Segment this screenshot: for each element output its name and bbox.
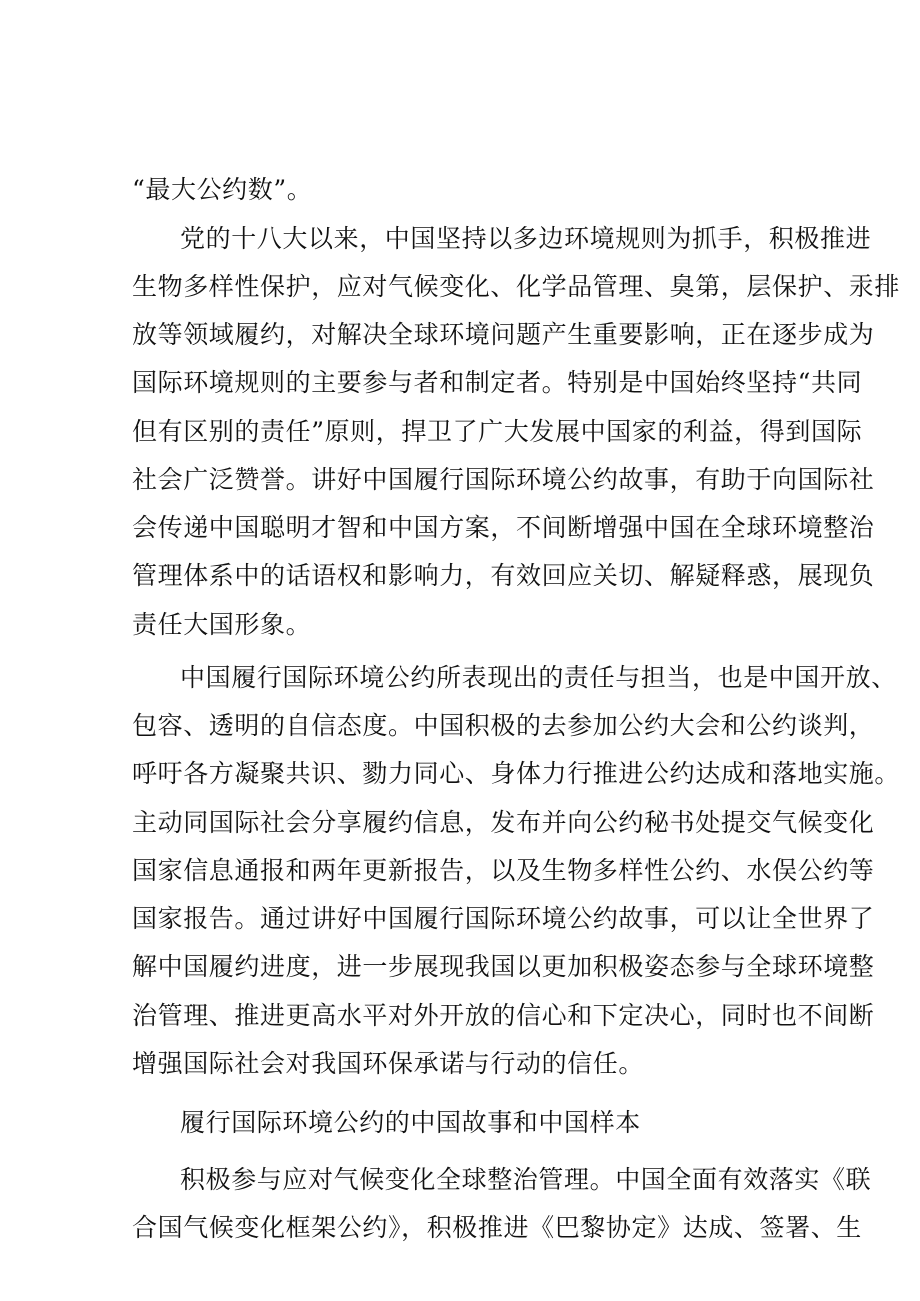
text-line: “最大公约数”。 [132,175,313,204]
text-line: 国家报告。通过讲好中国履行国际环境公约故事，可以让全世界了 [132,904,875,933]
text-line: 社会广泛赞誉。讲好中国履行国际环境公约故事，有助于向国际社 [132,465,875,494]
text-line: 生物多样性保护，应对气候变化、化学品管理、臭第，层保护、汞排 [132,272,901,301]
text-line: 呼吁各方凝聚共识、勠力同心、身体力行推进公约达成和落地实施。 [132,759,901,788]
text-line: 会传递中国聪明才智和中国方案，不间断增强中国在全球环境整治 [132,513,875,542]
text-line: 放等领域履约，对解决全球环境问题产生重要影响，正在逐步成为 [132,320,875,349]
text-line: 增强国际社会对我国环保承诺与行动的信任。 [132,1049,645,1078]
text-line: 解中国履约进度，进一步展现我国以更加积极姿态参与全球环境整 [132,952,875,981]
text-line: 责任大国形象。 [132,610,312,639]
text-line: 治管理、推进更高水平对外开放的信心和下定决心，同时也不间断 [132,1001,875,1030]
text-line: 积极参与应对气候变化全球整治管理。中国全面有效落实《联 [180,1165,872,1194]
text-line: 国家信息通报和两年更新报告，以及生物多样性公约、水俣公约等 [132,856,875,885]
text-line: 但有区别的责任”原则，捍卫了广大发展中国家的利益，得到国际 [132,417,863,446]
text-line: 党的十八大以来，中国坚持以多边环境规则为抓手，积极推进 [180,224,872,253]
text-line: 国际环境规则的主要参与者和制定者。特别是中国始终坚持“共同 [132,368,863,397]
text-line: 包容、透明的自信态度。中国积极的去参加公约大会和公约谈判， [132,711,875,740]
text-line: 管理体系中的话语权和影响力，有效回应关切、解疑释惑，展现负 [132,561,875,590]
text-line: 中国履行国际环境公约所表现出的责任与担当，也是中国开放、 [180,663,897,692]
text-line: 合国气候变化框架公约》，积极推进《巴黎协定》达成、签署、生 [132,1213,862,1242]
text-line: 主动同国际社会分享履约信息，发布并向公约秘书处提交气候变化 [132,808,875,837]
section-heading: 履行国际环境公约的中国故事和中国样本 [180,1108,641,1137]
